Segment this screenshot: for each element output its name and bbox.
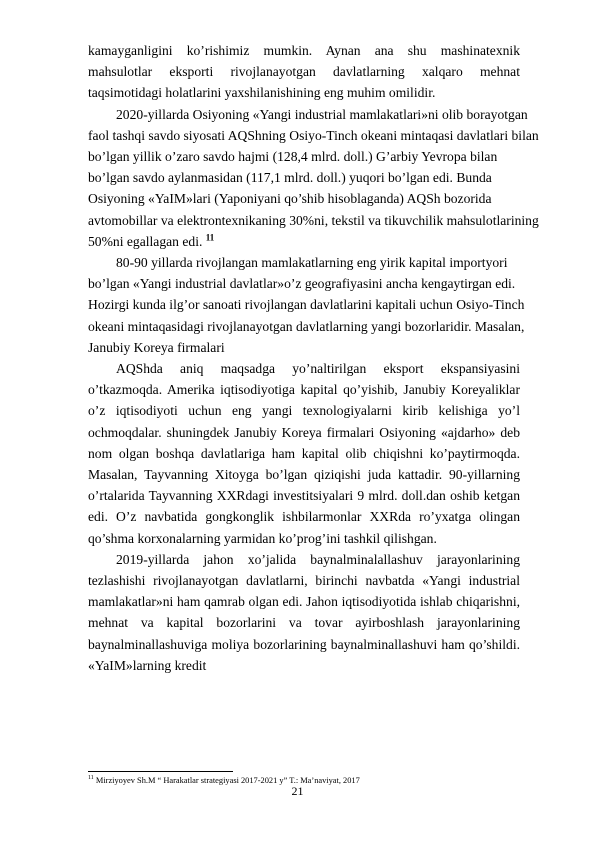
paragraph-3	[88, 252, 525, 358]
paragraph-3-line: Janubiy Koreya firmalari	[88, 339, 225, 355]
paragraph-2-line: 50%ni egallagan edi.	[88, 233, 203, 249]
paragraph-3-line: 80-90 yillarda rivojlangan mamlakatlarning eng yirik kapital importyori	[116, 255, 508, 271]
paragraph-2-line: 2020-yillarda Osiyoning «Yangi industrial mamlakatlari»ni olib borayotgan	[116, 106, 528, 122]
paragraph-4: AQShda aniq maqsadga yo’naltirilgan eksport ekspansiyasini o’tkazmoqda. Amerika iqtisodiyotiga kapital qo’yishib, Janubiy Koreyaliklar o’z iqtisodiyoti uchun eng yangi texnologiyalarni kirib kelishiga yo’l ochmoqdalar. shuningdek Janubiy Koreya firmalari Osiyoning «ajdarho» deb nom olgan boshqa davlatlariga ham kapital olib chiqishni ko’paytirmoqda. Masalan, Tayvanning Xitoyga bo’lgan qiziqishi juda kattadir. 90-yillarning o’rtalarida Tayvanning XXRdagi investitsiyalari 9 mlrd. doll.dan oshib ketgan edi. O’z navbatida gongkonglik ishbilarmonlar XXRda ro’yxatga olingan qo’shma korxonalarning yarmidan ko’prog’ini tashkil qilishgan.	[88, 361, 520, 546]
footnote-number: 11	[88, 775, 94, 781]
paragraph-2-line: avtomobillar va elektrontexnikaning 30%ni, tekstil va tikuvchilik mahsulotlarining	[88, 212, 539, 228]
paragraph-1: kamayganligini ko’rishimiz mumkin. Aynan ana shu mashinatexnik mahsulotlar eksporti rivojlanayotgan davlatlarning xalqaro mehnat taqsimotidagi holatlarini yaxshilanishining eng muhim omilidir.	[88, 43, 520, 101]
page-number: 21	[291, 784, 304, 798]
paragraph-3-line: Hozirgi kunda ilg’or sanoati rivojlangan davlatlarini kapitali uchun Osiyo-Tinch	[88, 297, 525, 313]
paragraph-2-line: bo’lgan savdo aylanmasidan (117,1 mlrd. doll.) yuqori bo’lgan edi. Bunda	[88, 170, 492, 186]
footnote-reference[interactable]: 11	[205, 232, 215, 243]
paragraph-5: 2019-yillarda jahon xo’jalida baynalminalallashuv jarayonlarining tezlashishi rivojlanayotgan davlatlarni, birinchi navbatda «Yangi industrial mamlakatlar»ni ham qamrab olgan edi. Jahon iqtisodiyotida ishlab chiqarishni, mehnat va kapital bozorlarini va tovar ayirboshlash jarayonlarining baynalminallashuviga moliya bozorlarining baynalminallashuvi ham qo’shildi. «YaIM»larning kredit	[88, 551, 520, 673]
footnote-text: Mirziyoyev Sh.M “ Harakatlar strategiyasi 2017-2021 y” T.: Ma’naviyat, 2017	[93, 775, 360, 785]
paragraph-2	[88, 104, 539, 252]
body-text	[88, 40, 539, 676]
paragraph-2-line: Osiyoning «YaIM»lari (Yaponiyani qo’shib hisoblaganda) AQSh bozorida	[88, 191, 492, 207]
paragraph-3-line: bo’lgan «Yangi industrial davlatlar»o’z geografiyasini ancha kengaytirgan edi.	[88, 276, 516, 292]
paragraph-2-line: faol tashqi savdo siyosati AQShning Osiyo-Tinch okeani mintaqasi davlatlari bilan	[88, 127, 539, 143]
paragraph-2-line: bo’lgan yillik o’zaro savdo hajmi (128,4 mlrd. doll.) G’arbiy Yevropa bilan	[88, 149, 498, 165]
paragraph-3-line: okeani mintaqasidagi rivojlanayotgan davlatlarning yangi bozorlaridir. Masalan,	[88, 318, 525, 334]
